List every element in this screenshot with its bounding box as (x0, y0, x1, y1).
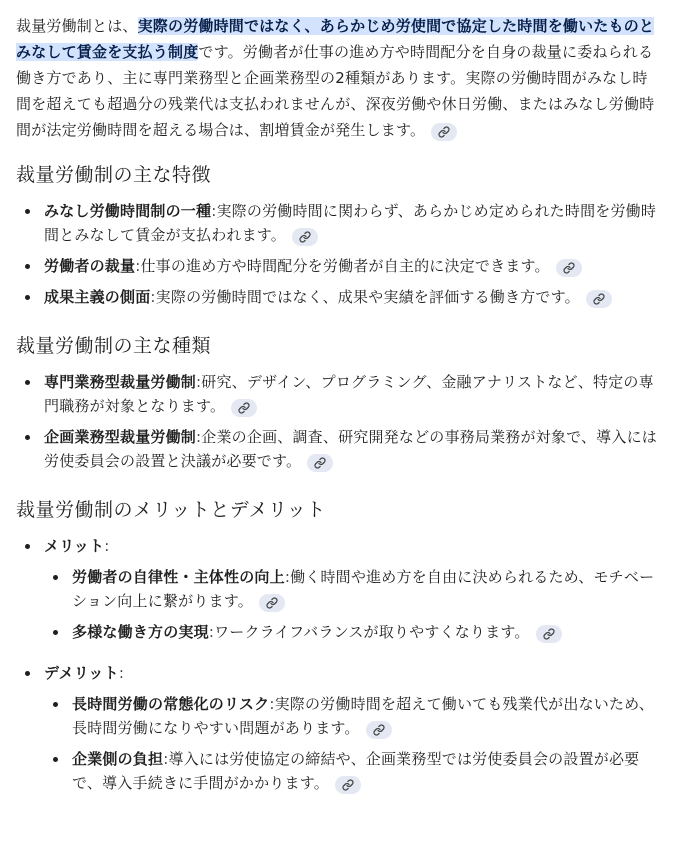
features-list (16, 199, 662, 309)
item-term: 多様な働き方の実現 (72, 623, 209, 641)
item-term: 長時間労働の常態化のリスク (72, 695, 270, 713)
item-desc: 仕事の進め方や時間配分を労働者が自主的に決定できます。 (140, 257, 550, 275)
list-item (72, 565, 662, 613)
item-term: みなし労働時間制の一種 (44, 202, 212, 220)
item-desc: 実際の労働時間ではなく、成果や実績を評価する働き方です。 (155, 288, 580, 306)
item-term: 成果主義の側面 (44, 288, 151, 306)
item-term: 労働者の自律性・主体性の向上 (72, 568, 285, 586)
item-desc: 導入には労使協定の締結や、企画業務型では労使委員会の設置が必要で、導入手続きに手間がかかります。 (72, 750, 640, 792)
link-icon (266, 597, 278, 609)
link-icon (373, 724, 385, 736)
pros-cons-list (16, 534, 662, 795)
section-heading-types: 裁量労働制の主な種類 (16, 335, 212, 357)
item-separator: : (284, 568, 291, 586)
group-label: デメリット (44, 664, 119, 682)
list-item (72, 747, 662, 795)
merit-list (44, 565, 662, 644)
list-item (72, 692, 662, 740)
item-term: 企画業務型裁量労働制 (44, 428, 197, 446)
source-link-chip[interactable] (307, 454, 333, 472)
item-desc: ワークライフバランスが取りやすくなります。 (214, 623, 530, 641)
list-item (72, 620, 662, 644)
item-term: 労働者の裁量 (44, 257, 136, 275)
link-icon (314, 457, 326, 469)
list-item (44, 199, 662, 247)
source-link-chip[interactable] (292, 228, 318, 246)
item-term: 専門業務型裁量労働制 (44, 373, 197, 391)
link-icon (563, 262, 575, 274)
link-icon (299, 231, 311, 243)
source-link-chip[interactable] (335, 776, 361, 794)
intro-rest: です。労働者が仕事の進め方や時間配分を自身の裁量に委ねられる働き方であり、主に専門業務型と企画業務型の2種類があります。実際の労働時間がみなし時間を超えても超過分の残業代は支払われませんが、深夜労働や休日労働、またはみなし労働時間が法定労働時間を超える場合は、割増賃金が発生します。 (16, 43, 655, 139)
item-desc: 働く時間や進め方を自由に決められるため、モチベーション向上に繋がります。 (72, 568, 655, 610)
merit-group (44, 534, 662, 644)
source-link-chip[interactable] (431, 123, 457, 141)
source-link-chip[interactable] (536, 625, 562, 643)
source-link-chip[interactable] (366, 721, 392, 739)
section-heading-pros-cons: 裁量労働制のメリットとデメリット (16, 499, 326, 521)
item-separator: : (208, 623, 215, 641)
intro-lead: 裁量労働制とは、 (16, 17, 138, 35)
item-separator: : (269, 695, 275, 713)
source-link-chip[interactable] (586, 290, 612, 308)
intro-paragraph (16, 13, 662, 143)
item-separator: : (196, 373, 202, 391)
section-heading-features: 裁量労働制の主な特徴 (16, 164, 212, 186)
source-link-chip[interactable] (231, 399, 257, 417)
item-desc: 研究、デザイン、プログラミング、金融アナリストなど、特定の専門職務が対象となります。 (44, 373, 654, 415)
item-separator: : (135, 257, 141, 275)
demerit-list (44, 692, 662, 795)
link-icon (543, 628, 555, 640)
list-item (44, 370, 662, 418)
link-icon (238, 402, 250, 414)
item-separator: : (211, 202, 217, 220)
item-separator: : (118, 664, 125, 682)
item-separator: : (163, 750, 169, 768)
intro-highlight[interactable]: 実際の労働時間ではなく、あらかじめ労使間で協定した時間を働いたものとみなして賃金を支払う制度 (16, 17, 655, 61)
source-link-chip[interactable] (556, 259, 582, 277)
list-item (44, 285, 662, 309)
link-icon (593, 293, 605, 305)
item-separator: : (196, 428, 202, 446)
group-label: メリット (44, 537, 105, 555)
item-term: 企業側の負担 (72, 750, 164, 768)
item-desc: 実際の労働時間に関わらず、あらかじめ定められた時間を労働時間とみなして賃金が支払われます。 (44, 202, 657, 244)
types-list (16, 370, 662, 473)
link-icon (342, 779, 354, 791)
item-desc: 実際の労働時間を超えて働いても残業代が出ないため、長時間労働になりやすい問題があります。 (72, 695, 654, 737)
source-link-chip[interactable] (259, 594, 285, 612)
item-desc: 企業の企画、調査、研究開発などの事務局業務が対象で、導入には労使委員会の設置と決議が必要です。 (44, 428, 657, 470)
demerit-group (44, 661, 662, 795)
link-icon (438, 126, 450, 138)
list-item (44, 254, 662, 278)
item-separator: : (150, 288, 156, 306)
item-separator: : (104, 537, 110, 555)
list-item (44, 425, 662, 473)
